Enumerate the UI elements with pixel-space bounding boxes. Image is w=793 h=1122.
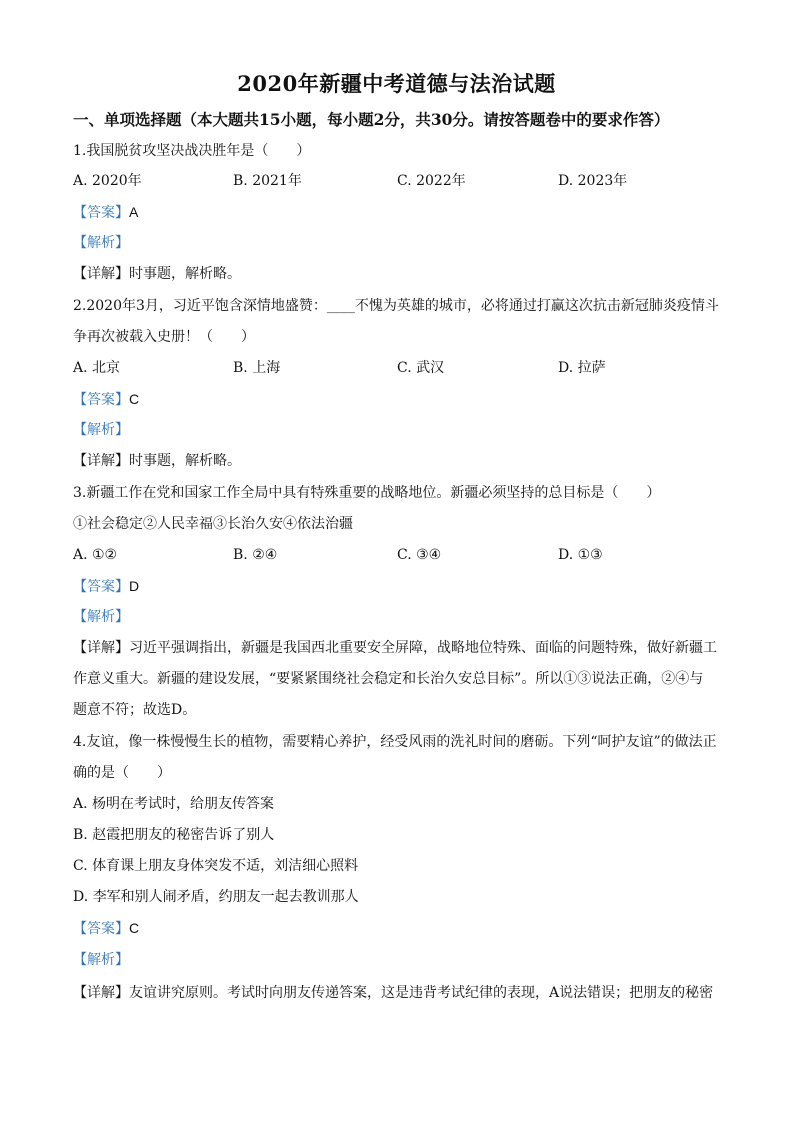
- q2-answer-row: [73, 389, 139, 410]
- analysis-label: 【解析】: [73, 952, 129, 968]
- q1-stem: 1.我国脱贫攻坚决战决胜年是（ ）: [73, 143, 311, 159]
- q1-option-b: B. 2021年: [233, 173, 302, 189]
- q2-stem-line2: 争再次被载入史册！（ ）: [73, 329, 255, 345]
- q1-option-c: C. 2022年: [397, 173, 466, 189]
- q4-stem-line1: 4.友谊，像一株慢慢生长的植物，需要精心养护，经受风雨的洗礼时间的磨砺。下列“呵护友谊”的做法正: [73, 734, 717, 750]
- q4-stem-line2: 确的是（ ）: [73, 765, 171, 781]
- q4-option-d: D. 李军和别人闹矛盾，约朋友一起去教训那人: [73, 889, 359, 905]
- q1-option-a: A. 2020年: [73, 173, 142, 189]
- q2-detail: 时事题，解析略。: [129, 453, 241, 469]
- detail-label: 【详解】: [73, 266, 129, 282]
- q2-analysis-row: [73, 420, 129, 440]
- q2-option-b: B. 上海: [233, 360, 281, 376]
- answer-label: 【答案】: [73, 579, 129, 595]
- q2-detail-row: [73, 451, 241, 471]
- q1-detail-row: [73, 264, 241, 284]
- q3-detail-line1: 习近平强调指出，新疆是我国西北重要安全屏障，战略地位特殊、面临的问题特殊，做好新疆工: [129, 640, 717, 656]
- analysis-label: 【解析】: [73, 609, 129, 625]
- q1-answer-row: [73, 202, 138, 223]
- q4-option-a: A. 杨明在考试时，给朋友传答案: [73, 796, 275, 812]
- q4-answer: C: [129, 920, 140, 936]
- answer-label: 【答案】: [73, 921, 129, 937]
- q4-option-c: C. 体育课上朋友身体突发不适，刘洁细心照料: [73, 858, 359, 874]
- q3-option-b: B. ②④: [233, 547, 278, 563]
- q4-analysis-row: [73, 950, 129, 970]
- q4-detail-line1: 友谊讲究原则。考试时向朋友传递答案，这是违背考试纪律的表现，A说法错误；把朋友的秘密: [129, 985, 714, 1001]
- q2-answer: C: [129, 391, 140, 407]
- q3-detail-row: [73, 638, 717, 658]
- detail-label: 【详解】: [73, 985, 129, 1001]
- q3-stem: 3.新疆工作在党和国家工作全局中具有特殊重要的战略地位。新疆必须坚持的总目标是（ ）: [73, 485, 661, 501]
- q3-detail-line3: 题意不符；故选D。: [73, 702, 197, 718]
- page-title: 2020年新疆中考道德与法治试题: [237, 71, 556, 96]
- answer-label: 【答案】: [73, 205, 129, 221]
- q3-items: ①社会稳定②人民幸福③长治久安④依法治疆: [73, 516, 353, 532]
- q2-option-c: C. 武汉: [397, 360, 445, 376]
- q3-answer: D: [129, 578, 140, 594]
- q3-option-c: C. ③④: [397, 547, 442, 563]
- q3-option-a: A. ①②: [73, 547, 118, 563]
- q2-option-a: A. 北京: [73, 360, 121, 376]
- detail-label: 【详解】: [73, 453, 129, 469]
- q4-option-b: B. 赵霞把朋友的秘密告诉了别人: [73, 827, 275, 843]
- q4-detail-row: [73, 983, 713, 1003]
- q1-detail: 时事题，解析略。: [129, 266, 241, 282]
- analysis-label: 【解析】: [73, 235, 129, 251]
- q3-option-d: D. ①③: [558, 547, 603, 563]
- section-heading: 一、单项选择题（本大题共15小题，每小题2分，共30分。请按答题卷中的要求作答）: [73, 110, 670, 129]
- q1-option-d: D. 2023年: [558, 173, 628, 189]
- q3-detail-line2: 作意义重大。新疆的建设发展，“要紧紧围绕社会稳定和长治久安总目标”。所以①③说法正确，②④与: [73, 671, 704, 687]
- analysis-label: 【解析】: [73, 422, 129, 438]
- q1-analysis-row: [73, 233, 129, 253]
- q4-answer-row: [73, 918, 139, 939]
- answer-label: 【答案】: [73, 392, 129, 408]
- q3-answer-row: [73, 576, 139, 597]
- q2-stem-line1: 2.2020年3月，习近平饱含深情地盛赞：____不愧为英雄的城市，必将通过打赢这次抗击新冠肺炎疫情斗: [73, 298, 719, 314]
- q1-answer: A: [129, 204, 139, 220]
- q2-option-d: D. 拉萨: [558, 360, 606, 376]
- q3-analysis-row: [73, 607, 129, 627]
- detail-label: 【详解】: [73, 640, 129, 656]
